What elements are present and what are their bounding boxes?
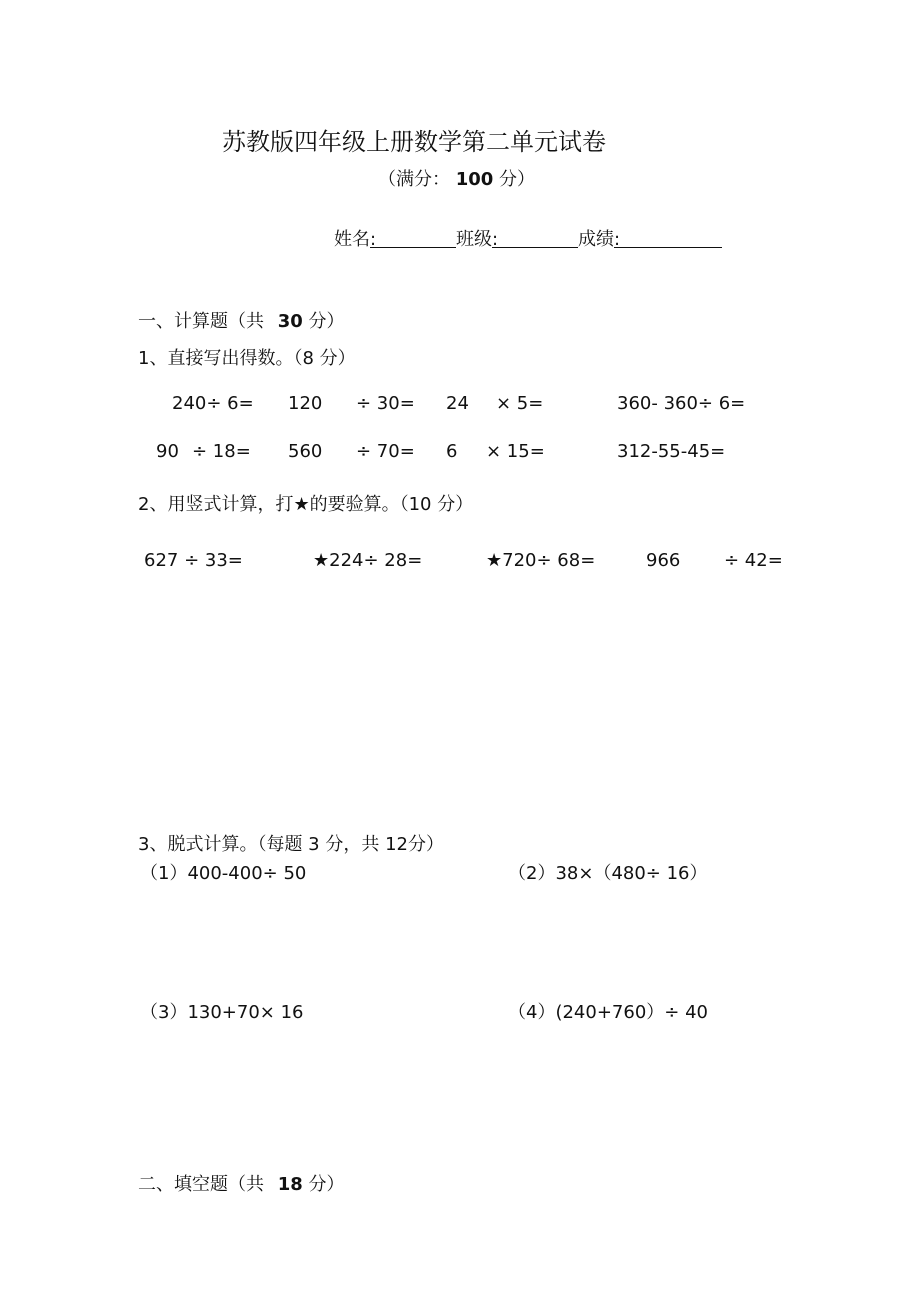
q2-item: 627 ÷ 33= bbox=[144, 550, 243, 571]
q1-item: ÷ 30= bbox=[356, 393, 415, 414]
section1-heading: 一、计算题（共 30 分） bbox=[138, 311, 345, 332]
class-label: 班级 bbox=[456, 229, 492, 250]
q1-item: × 15= bbox=[486, 441, 545, 462]
q3-item: （4）(240+760）÷ 40 bbox=[508, 1002, 708, 1023]
score-open: （满分： bbox=[378, 169, 450, 190]
score-value: 100 bbox=[455, 169, 494, 190]
q2-heading: 2、用竖式计算，打★的要验算。（10 分） bbox=[138, 494, 474, 515]
page-title: 苏教版四年级上册数学第二单元试卷 bbox=[222, 128, 606, 156]
q3-item: （1）400-400÷ 50 bbox=[140, 863, 307, 884]
q1-item: ÷ 70= bbox=[356, 441, 415, 462]
score-close: 分） bbox=[499, 169, 536, 190]
q1-item: 360- 360÷ 6= bbox=[617, 393, 746, 414]
q1-item: × 5= bbox=[496, 393, 544, 414]
q1-item: 90 bbox=[156, 441, 179, 462]
q1-item: ÷ 18= bbox=[192, 441, 251, 462]
q1-item: 120 bbox=[288, 393, 323, 414]
q1-item: 24 bbox=[446, 393, 469, 414]
section2-heading: 二、填空题（共 18 分） bbox=[138, 1174, 345, 1195]
q1-item: 560 bbox=[288, 441, 323, 462]
class-field[interactable]: : bbox=[492, 229, 578, 248]
q2-item: 966 bbox=[646, 550, 681, 571]
q1-heading: 1、直接写出得数。（8 分） bbox=[138, 348, 356, 369]
name-field[interactable]: : bbox=[370, 229, 456, 248]
grade-label: 成绩 bbox=[578, 229, 614, 250]
q2-item: ★720÷ 68= bbox=[486, 550, 596, 571]
name-label: 姓名 bbox=[334, 229, 370, 250]
full-score bbox=[378, 165, 535, 191]
q1-item: 240÷ 6= bbox=[172, 393, 254, 414]
q3-heading: 3、脱式计算。（每题 3 分，共 12分） bbox=[138, 834, 444, 855]
q2-item: ★224÷ 28= bbox=[313, 550, 423, 571]
q2-item: ÷ 42= bbox=[724, 550, 783, 571]
grade-field[interactable]: : bbox=[614, 229, 722, 248]
q1-item: 6 bbox=[446, 441, 458, 462]
q3-item: （2）38×（480÷ 16） bbox=[508, 863, 708, 884]
student-info-line bbox=[334, 225, 722, 251]
q1-item: 312-55-45= bbox=[617, 441, 726, 462]
q3-item: （3）130+70× 16 bbox=[140, 1002, 304, 1023]
